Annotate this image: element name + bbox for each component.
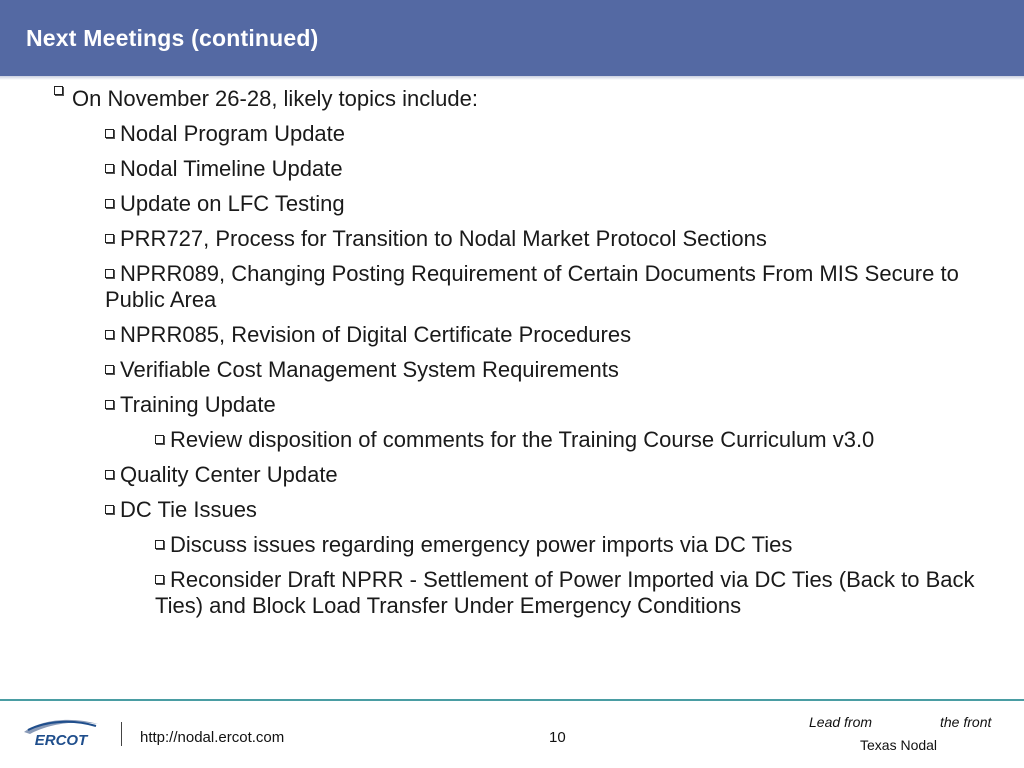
footer-url: http://nodal.ercot.com <box>140 729 285 746</box>
bullet-item: NPRR085, Revision of Digital Certificate Procedures <box>0 322 988 348</box>
bullet-list <box>0 86 1024 628</box>
square-bullet-icon <box>155 575 164 584</box>
slide-title: Next Meetings (continued) <box>26 25 319 51</box>
bullet-item: Review disposition of comments for the Training Course Curriculum v3.0 <box>0 427 988 453</box>
square-bullet-icon <box>105 400 114 409</box>
bullet-item: Reconsider Draft NPRR - Settlement of Power Imported via DC Ties (Back to Back Ties) and Block Load Transfer Under Emergency Conditions <box>155 567 975 618</box>
bullet-item: Nodal Timeline Update <box>0 156 988 182</box>
square-bullet-icon <box>105 505 114 514</box>
square-bullet-icon <box>105 234 114 243</box>
bullet-item: Training Update <box>0 392 988 418</box>
square-bullet-icon <box>105 164 114 173</box>
footer-separator <box>121 722 122 746</box>
square-bullet-icon <box>105 330 114 339</box>
bullet-item: On November 26-28, likely topics include: <box>0 86 1024 112</box>
square-bullet-icon <box>105 129 114 138</box>
logo-text: ERCOT <box>34 732 88 748</box>
square-bullet-icon <box>155 435 164 444</box>
bullet-item: Discuss issues regarding emergency power imports via DC Ties <box>0 532 988 558</box>
tagline-lead: Lead from <box>809 714 873 730</box>
page-number: 10 <box>549 729 566 746</box>
bullet-item: PRR727, Process for Transition to Nodal Market Protocol Sections <box>0 226 988 252</box>
square-bullet-icon <box>105 269 114 278</box>
ercot-logo <box>20 712 102 748</box>
square-bullet-icon <box>155 540 164 549</box>
bullet-item: Nodal Program Update <box>0 121 988 147</box>
square-bullet-icon <box>105 199 114 208</box>
square-bullet-icon <box>105 470 114 479</box>
bullet-item: Verifiable Cost Management System Requirements <box>0 357 988 383</box>
bullet-item: Quality Center Update <box>0 462 988 488</box>
bullet-item: DC Tie Issues <box>0 497 988 523</box>
square-bullet-icon <box>54 86 63 95</box>
bullet-item: NPRR089, Changing Posting Requirement of Certain Documents From MIS Secure to Public Area <box>105 261 959 312</box>
project-name: Texas Nodal <box>860 737 938 753</box>
title-bar-shadow <box>0 76 1024 80</box>
bullet-item: Update on LFC Testing <box>0 191 988 217</box>
tagline-front: the front <box>940 714 992 730</box>
square-bullet-icon <box>105 365 114 374</box>
footer-divider-line <box>0 699 1024 701</box>
